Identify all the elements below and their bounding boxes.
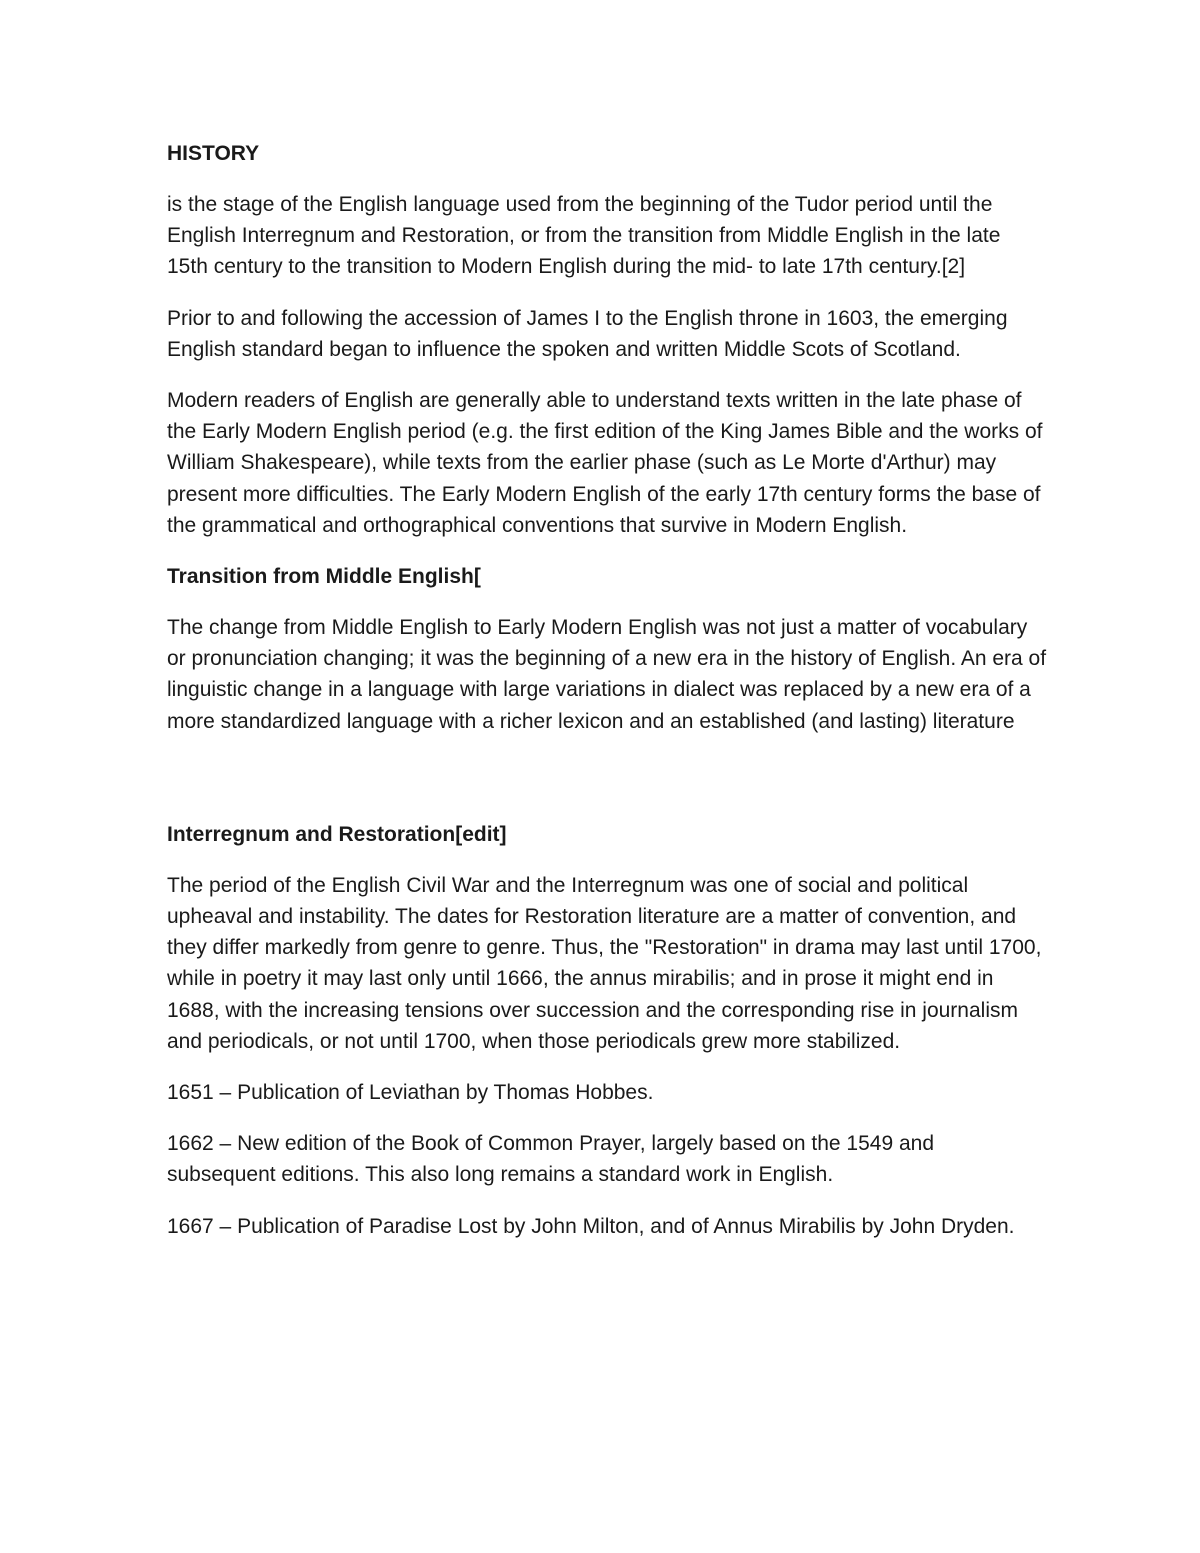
- timeline-entry: 1651 – Publication of Leviathan by Thomas Hobbes.: [167, 1081, 654, 1105]
- interregnum-paragraph: The period of the English Civil War and the Interregnum was one of social and political upheaval and instability. The dates for Restoration literature are a matter of convention, and they differ markedly from genre to genre. Thus, the "Restoration" in drama may last until 1700, while in poetry it may last only until 1666, the annus mirabilis; and in prose it might end in 1688, with the increasing tensions over succession and the corresponding rise in journalism and periodicals, or not until 1700, when those periodicals grew more stabilized.: [167, 873, 1042, 1053]
- intro-paragraph: is the stage of the English language used from the beginning of the Tudor period until the English Interregnum and Restoration, or from the transition from Middle English in the late 15th century to the transition to Modern English during the mid- to late 17th century.[2]: [167, 193, 1001, 279]
- transition-paragraph: The change from Middle English to Early Modern English was not just a matter of vocabulary or pronunciation changing; it was the beginning of a new era in the history of English. An era of linguistic change in a language with large variations in dialect was replaced by a new era of a more standardized language with a richer lexicon and an established (and lasting) literature: [167, 616, 1047, 733]
- intro-paragraph: Prior to and following the accession of James I to the English throne in 1603, the emerging English standard began to influence the spoken and written Middle Scots of Scotland.: [167, 306, 1008, 361]
- section-heading-transition: Transition from Middle English[: [167, 565, 481, 589]
- timeline-entry: 1662 – New edition of the Book of Common Prayer, largely based on the 1549 and subsequent editions. This also long remains a standard work in English.: [167, 1132, 934, 1187]
- intro-paragraph: Modern readers of English are generally able to understand texts written in the late phase of the Early Modern English period (e.g. the first edition of the King James Bible and the works of William Shakespeare), while texts from the earlier phase (such as Le Morte d'Arthur) may present more difficulties. The Early Modern English of the early 17th century forms the base of the grammatical and orthographical conventions that survive in Modern English.: [167, 389, 1043, 537]
- timeline-entry: 1667 – Publication of Paradise Lost by John Milton, and of Annus Mirabilis by John Dryden.: [167, 1214, 1015, 1238]
- document-page: [167, 138, 1047, 1262]
- document-title: HISTORY: [167, 142, 260, 165]
- blank-space: [167, 757, 1047, 819]
- section-heading-interregnum: Interregnum and Restoration[edit]: [167, 822, 507, 846]
